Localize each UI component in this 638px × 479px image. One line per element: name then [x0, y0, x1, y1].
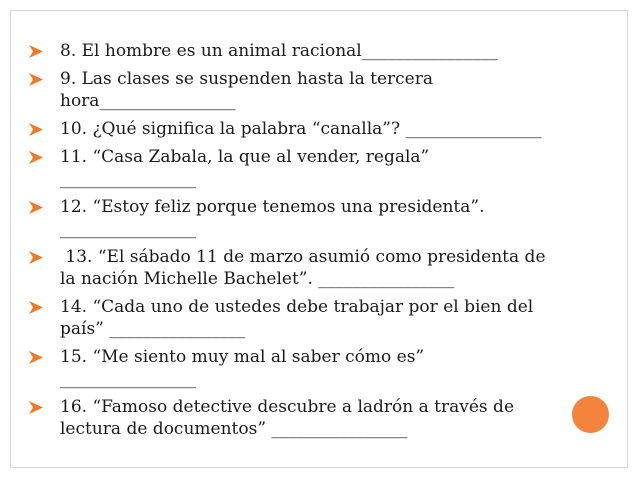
arrow-bullet-icon	[28, 45, 44, 58]
arrow-bullet-icon	[28, 73, 44, 86]
slide-border-left	[10, 10, 11, 467]
list-item	[28, 296, 558, 340]
list-item-text: 8. El hombre es un animal racional________________	[60, 41, 498, 61]
list-item	[28, 246, 558, 290]
list-item-text: 10. ¿Qué significa la palabra “canalla”? ________________	[60, 119, 542, 139]
list-item-text: 14. “Cada uno de ustedes debe trabajar por el bien del país” ________________	[60, 297, 539, 339]
list-item	[28, 196, 558, 240]
arrow-bullet-icon	[28, 301, 44, 314]
list-item-text: 12. “Estoy feliz porque tenemos una presidenta”. ________________	[60, 197, 490, 239]
decorative-circle	[572, 396, 609, 433]
arrow-bullet-icon	[28, 123, 44, 136]
slide-border-bottom	[10, 467, 628, 468]
list-item	[28, 68, 558, 112]
arrow-bullet-icon	[28, 201, 44, 214]
list-item	[28, 346, 558, 390]
list-item	[28, 40, 558, 62]
exercise-list	[28, 40, 558, 446]
list-item-text: 15. “Me siento muy mal al saber cómo es” ________________	[60, 347, 430, 389]
arrow-bullet-icon	[28, 251, 44, 264]
list-item-text: 16. “Famoso detective descubre a ladrón a través de lectura de documentos” ________________	[60, 397, 520, 439]
slide-border-right	[627, 10, 628, 467]
arrow-bullet-icon	[28, 401, 44, 414]
list-item-text: 11. “Casa Zabala, la que al vender, regala” ________________	[60, 147, 435, 189]
list-item	[28, 146, 558, 190]
list-item	[28, 118, 558, 140]
list-item-text: 13. “El sábado 11 de marzo asumió como presidenta de la nación Michelle Bachelet”. ________________	[60, 247, 551, 289]
list-item-text: 9. Las clases se suspenden hasta la tercera hora________________	[60, 69, 439, 111]
slide-border-top	[10, 10, 628, 11]
arrow-bullet-icon	[28, 151, 44, 164]
list-item	[28, 396, 558, 440]
arrow-bullet-icon	[28, 351, 44, 364]
